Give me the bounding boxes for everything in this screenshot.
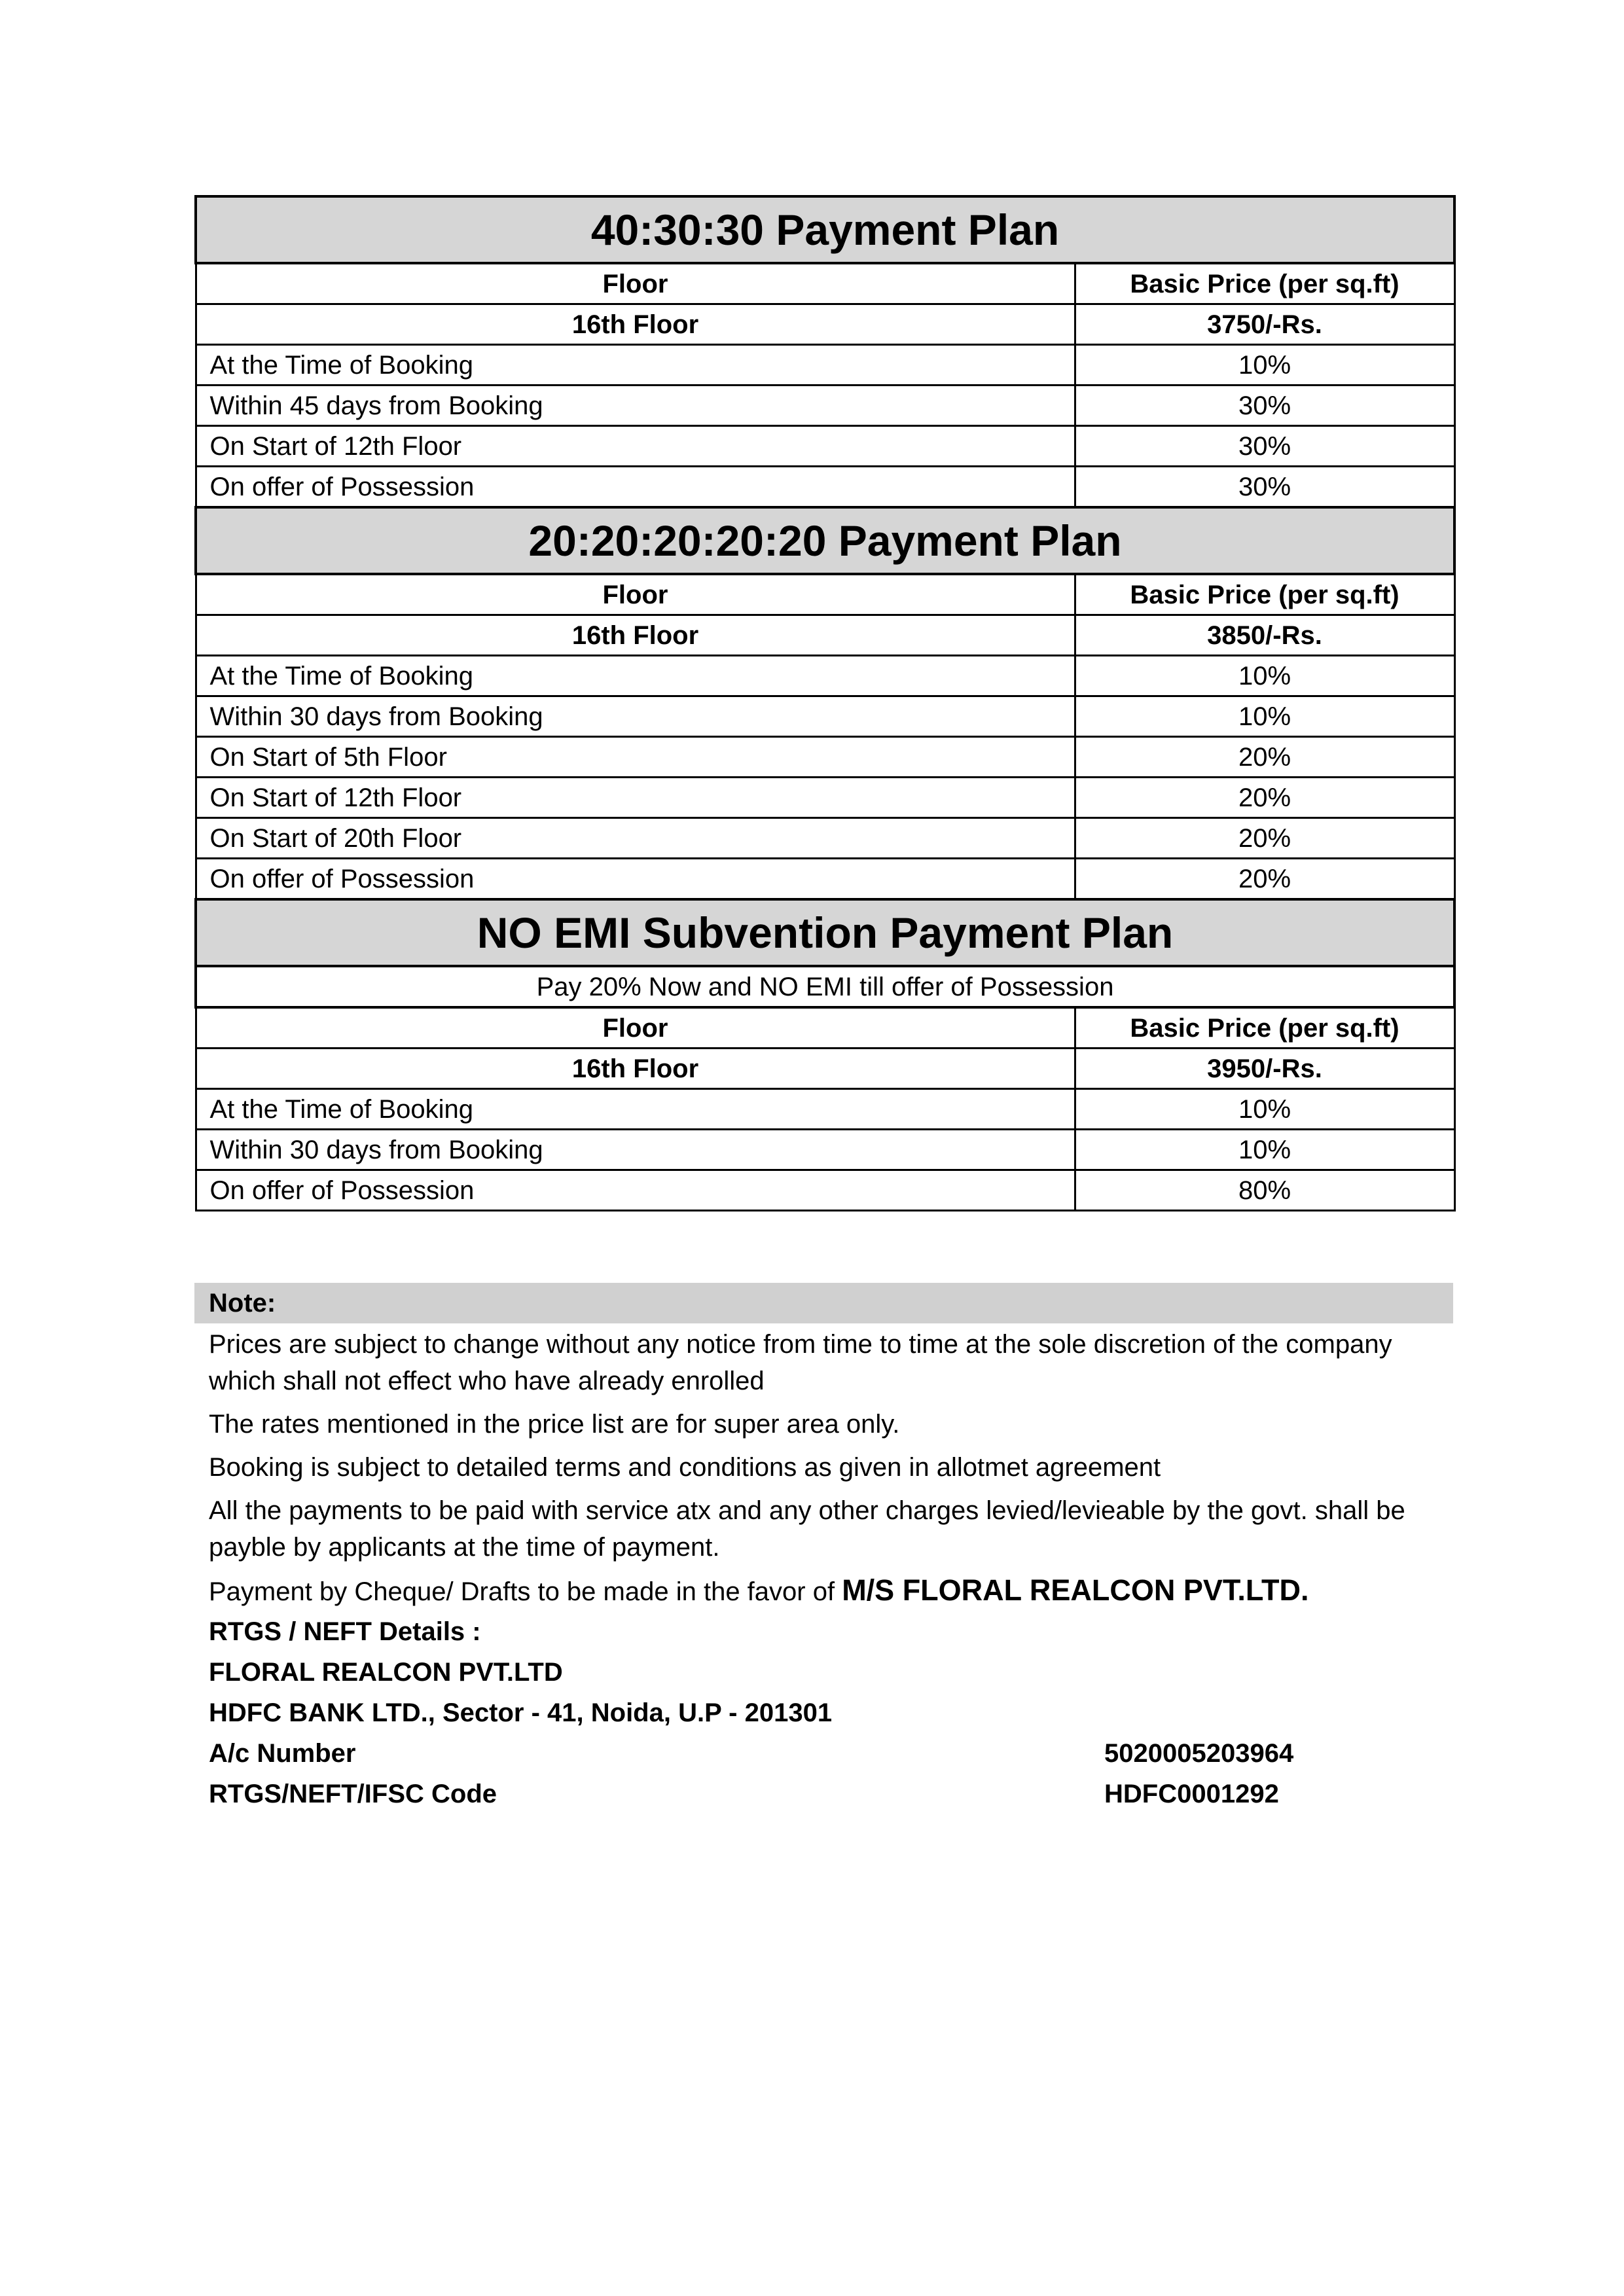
- price-header: Basic Price (per sq.ft): [1075, 574, 1454, 615]
- payment-step-row: [196, 737, 1454, 778]
- account-number: 5020005203964: [1104, 1739, 1294, 1768]
- bank-heading: RTGS / NEFT Details :: [209, 1617, 481, 1646]
- plan-header-row: [196, 1007, 1454, 1049]
- step-percent: 10%: [1075, 696, 1454, 737]
- price-cell: 3750/-Rs.: [1075, 304, 1454, 345]
- plan-floor-row: [196, 1049, 1454, 1089]
- payment-step-row: [196, 467, 1454, 508]
- bank-branch: HDFC BANK LTD., Sector - 41, Noida, U.P - 201301: [209, 1698, 833, 1727]
- payment-plans-table: [194, 195, 1456, 1211]
- payment-step-row: [196, 778, 1454, 818]
- payment-step-row: [196, 818, 1454, 859]
- floor-cell: 16th Floor: [196, 1049, 1075, 1089]
- payment-step-row: [196, 345, 1454, 386]
- payment-step-row: [196, 426, 1454, 467]
- plan-title-row: [196, 196, 1454, 263]
- plan-floor-row: [196, 304, 1454, 345]
- plan-title: 20:20:20:20:20 Payment Plan: [196, 507, 1454, 574]
- step-label: On Start of 12th Floor: [196, 778, 1075, 818]
- step-label: On Start of 20th Floor: [196, 818, 1075, 859]
- payment-step-row: [196, 386, 1454, 426]
- account-label: A/c Number: [209, 1739, 356, 1768]
- step-percent: 20%: [1075, 859, 1454, 900]
- floor-header: Floor: [196, 574, 1075, 615]
- step-label: Within 45 days from Booking: [196, 386, 1075, 426]
- step-label: On offer of Possession: [196, 1170, 1075, 1211]
- plan-subtitle-row: [196, 966, 1454, 1007]
- floor-header: Floor: [196, 1007, 1075, 1049]
- notes-section: [194, 1283, 1453, 1814]
- step-label: At the Time of Booking: [196, 656, 1075, 696]
- payment-step-row: [196, 1130, 1454, 1170]
- plan-title-row: [196, 899, 1454, 966]
- note-line: All the payments to be paid with service atx and any other charges levied/levieable by the govt. shall be payble by applicants at the time of payment.: [209, 1496, 1405, 1562]
- plan-title-row: [196, 507, 1454, 574]
- ifsc-label: RTGS/NEFT/IFSC Code: [209, 1780, 497, 1808]
- floor-header: Floor: [196, 263, 1075, 304]
- price-cell: 3950/-Rs.: [1075, 1049, 1454, 1089]
- cheque-text: Payment by Cheque/ Drafts to be made in the favor of: [209, 1577, 842, 1606]
- floor-cell: 16th Floor: [196, 304, 1075, 345]
- step-percent: 80%: [1075, 1170, 1454, 1211]
- step-label: On offer of Possession: [196, 859, 1075, 900]
- step-percent: 10%: [1075, 345, 1454, 386]
- step-label: On offer of Possession: [196, 467, 1075, 508]
- plan-floor-row: [196, 615, 1454, 656]
- step-label: On Start of 5th Floor: [196, 737, 1075, 778]
- price-cell: 3850/-Rs.: [1075, 615, 1454, 656]
- plan-title: 40:30:30 Payment Plan: [196, 196, 1454, 263]
- price-header: Basic Price (per sq.ft): [1075, 263, 1454, 304]
- step-label: Within 30 days from Booking: [196, 696, 1075, 737]
- step-percent: 30%: [1075, 386, 1454, 426]
- account-row: [209, 1733, 1453, 1774]
- step-percent: 10%: [1075, 656, 1454, 696]
- plan-header-row: [196, 263, 1454, 304]
- payment-step-row: [196, 1170, 1454, 1211]
- step-percent: 20%: [1075, 778, 1454, 818]
- payment-step-row: [196, 656, 1454, 696]
- payment-step-row: [196, 696, 1454, 737]
- step-label: On Start of 12th Floor: [196, 426, 1075, 467]
- bank-details: [194, 1611, 1453, 1814]
- cheque-company: M/S FLORAL REALCON PVT.LTD.: [842, 1573, 1309, 1607]
- bank-company: FLORAL REALCON PVT.LTD: [209, 1658, 563, 1687]
- note-line: The rates mentioned in the price list are for super area only.: [209, 1410, 900, 1439]
- ifsc-row: [209, 1774, 1453, 1814]
- plan-header-row: [196, 574, 1454, 615]
- step-percent: 10%: [1075, 1089, 1454, 1130]
- note-line: Prices are subject to change without any notice from time to time at the sole discretion of the company which shall not effect who have already enrolled: [209, 1330, 1392, 1395]
- step-percent: 30%: [1075, 426, 1454, 467]
- floor-cell: 16th Floor: [196, 615, 1075, 656]
- step-label: At the Time of Booking: [196, 1089, 1075, 1130]
- step-percent: 30%: [1075, 467, 1454, 508]
- step-label: At the Time of Booking: [196, 345, 1075, 386]
- payment-step-row: [196, 1089, 1454, 1130]
- step-percent: 10%: [1075, 1130, 1454, 1170]
- cheque-note: [209, 1572, 1427, 1610]
- step-percent: 20%: [1075, 818, 1454, 859]
- ifsc-code: HDFC0001292: [1104, 1780, 1279, 1808]
- note-line: Booking is subject to detailed terms and conditions as given in allotmet agreement: [209, 1453, 1161, 1482]
- plan-subtitle: Pay 20% Now and NO EMI till offer of Possession: [196, 966, 1454, 1007]
- price-header: Basic Price (per sq.ft): [1075, 1007, 1454, 1049]
- plan-title: NO EMI Subvention Payment Plan: [196, 899, 1454, 966]
- step-percent: 20%: [1075, 737, 1454, 778]
- payment-step-row: [196, 859, 1454, 900]
- step-label: Within 30 days from Booking: [196, 1130, 1075, 1170]
- note-heading: Note:: [194, 1283, 1453, 1323]
- note-lines: [194, 1326, 1453, 1610]
